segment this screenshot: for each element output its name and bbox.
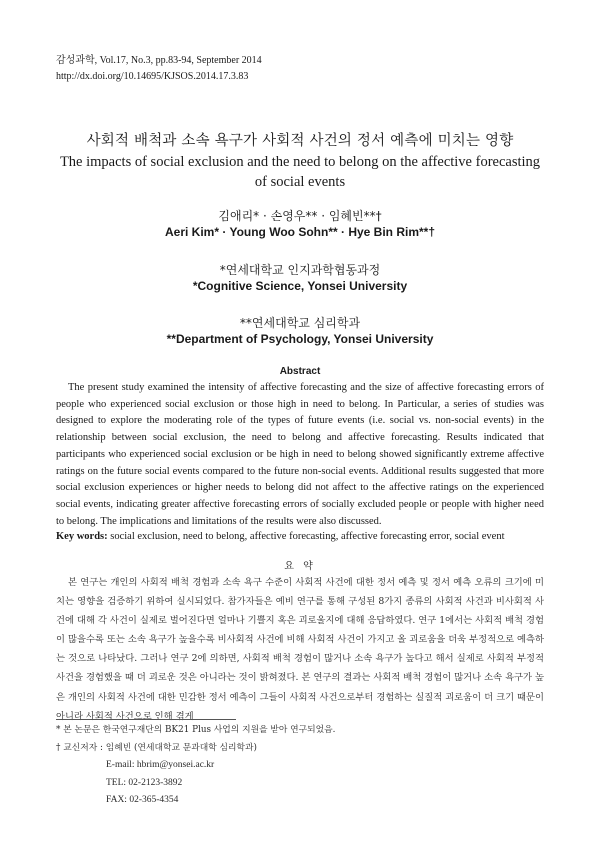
title-korean: 사회적 배척과 소속 욕구가 사회적 사건의 정서 예측에 미치는 영향 [86,133,514,149]
doi-link[interactable]: http://dx.doi.org/10.14695/KJSOS.2014.17.3.83 [56,71,249,82]
contact-tel: TEL: 02-2123-3892 [106,777,183,788]
affiliation-2-korean: **연세대학교 심리학과 [239,316,361,330]
footnotes [56,722,335,810]
funding-note: * 본 논문은 한국연구재단의 BK21 Plus 사업의 지원을 받아 연구되었음. [56,725,336,735]
keywords-label: Key words: [56,531,108,542]
abstract-heading: Abstract [279,366,321,377]
corresponding-author-note: † 교신저자 : 임혜빈 (연세대학교 문과대학 심리학과) [56,742,257,753]
journal-header [56,53,262,85]
authors-korean: 김애리* · 손영우** · 임혜빈**† [218,209,382,223]
title-english: The impacts of social exclusion and the need to belong on the affective forecasting of social events [59,154,541,190]
contact-email[interactable]: E-mail: hbrim@yonsei.ac.kr [106,760,215,771]
affiliation-2-english: **Department of Psychology, Yonsei University [166,332,434,346]
affiliation-1-english: *Cognitive Science, Yonsei University [192,279,408,293]
keywords-list: social exclusion, need to belong, affective forecasting, affective forecasting error, social event [110,531,505,542]
footnote-divider [56,719,236,720]
summary-body: 본 연구는 개인의 사회적 배척 경험과 소속 욕구 수준이 사회적 사건에 대한 정서 예측 및 정서 예측 오류의 크기에 미치는 영향을 검증하기 위하여 실시되었다. 참가자들은 예비 연구를 통해 구성된 8가지 종류의 사회적 사건과 비사회적 사건에 대해 각 사건이 실제로 벌어진다면 얼마나 기쁠지 혹은 괴로울지에 대해 응답하였다. 연구 1에서는 사회적 배척 경험이 많을수록 또는 소속 욕구가 높을수록 비사회적 사건에 비해 사회적 사건이 가지고 올 괴로움을 더욱 부정적으로 예측하는 것으로 나타났다. 그러나 연구 2에 의하면, 사회적 배척 경험이 많거나 소속 욕구가 높다고 해서 실제로 사회적 부정적 사건을 경험했을 때 더 괴로운 것은 아니라는 것이 밝혀졌다. 본 연구의 결과는 사회적 배척 경험이 많거나 소속 욕구가 높은 개인의 사회적 사건에 대한 민감한 정서 예측이 그들이 사회적 사건으로부터 경험하는 실질적 괴로움이 더 크기 때문이 아니라 사회적 사건으로 인해 겪게 [56,577,544,722]
affiliation-1-korean: *연세대학교 인지과학협동과정 [219,263,381,277]
authors-english: Aeri Kim* · Young Woo Sohn** · Hye Bin Rim**† [164,225,436,239]
keywords [56,529,544,545]
abstract-body: The present study examined the intensity of affective forecasting and the size of affective forecasting errors of people who experienced social exclusion or those high in need to belong. In Particular, a series of studies was designed to explore the moderating role of the types of future events (i.e. social vs. non-social events) in the relationship between social exclusion, the need to belong and affective forecasting. Results indicated that participants who experienced social exclusion or be high in need to belong showed significantly extreme affective ratings on the future social events compared to the future non-social events. Additional results suggested that more social exclusion experiences or higher needs to belong did not affect to the affective ratings on the experienced social events, indicating greater affective forecasting errors of socially excluded people or people with higher need to belong. The implications and limitations of the results were also discussed. [56,382,544,527]
summary-heading: 요 약 [284,561,316,572]
contact-fax: FAX: 02-365-4354 [106,795,179,806]
citation-line: 감성과학, Vol.17, No.3, pp.83-94, September 2014 [56,55,262,66]
